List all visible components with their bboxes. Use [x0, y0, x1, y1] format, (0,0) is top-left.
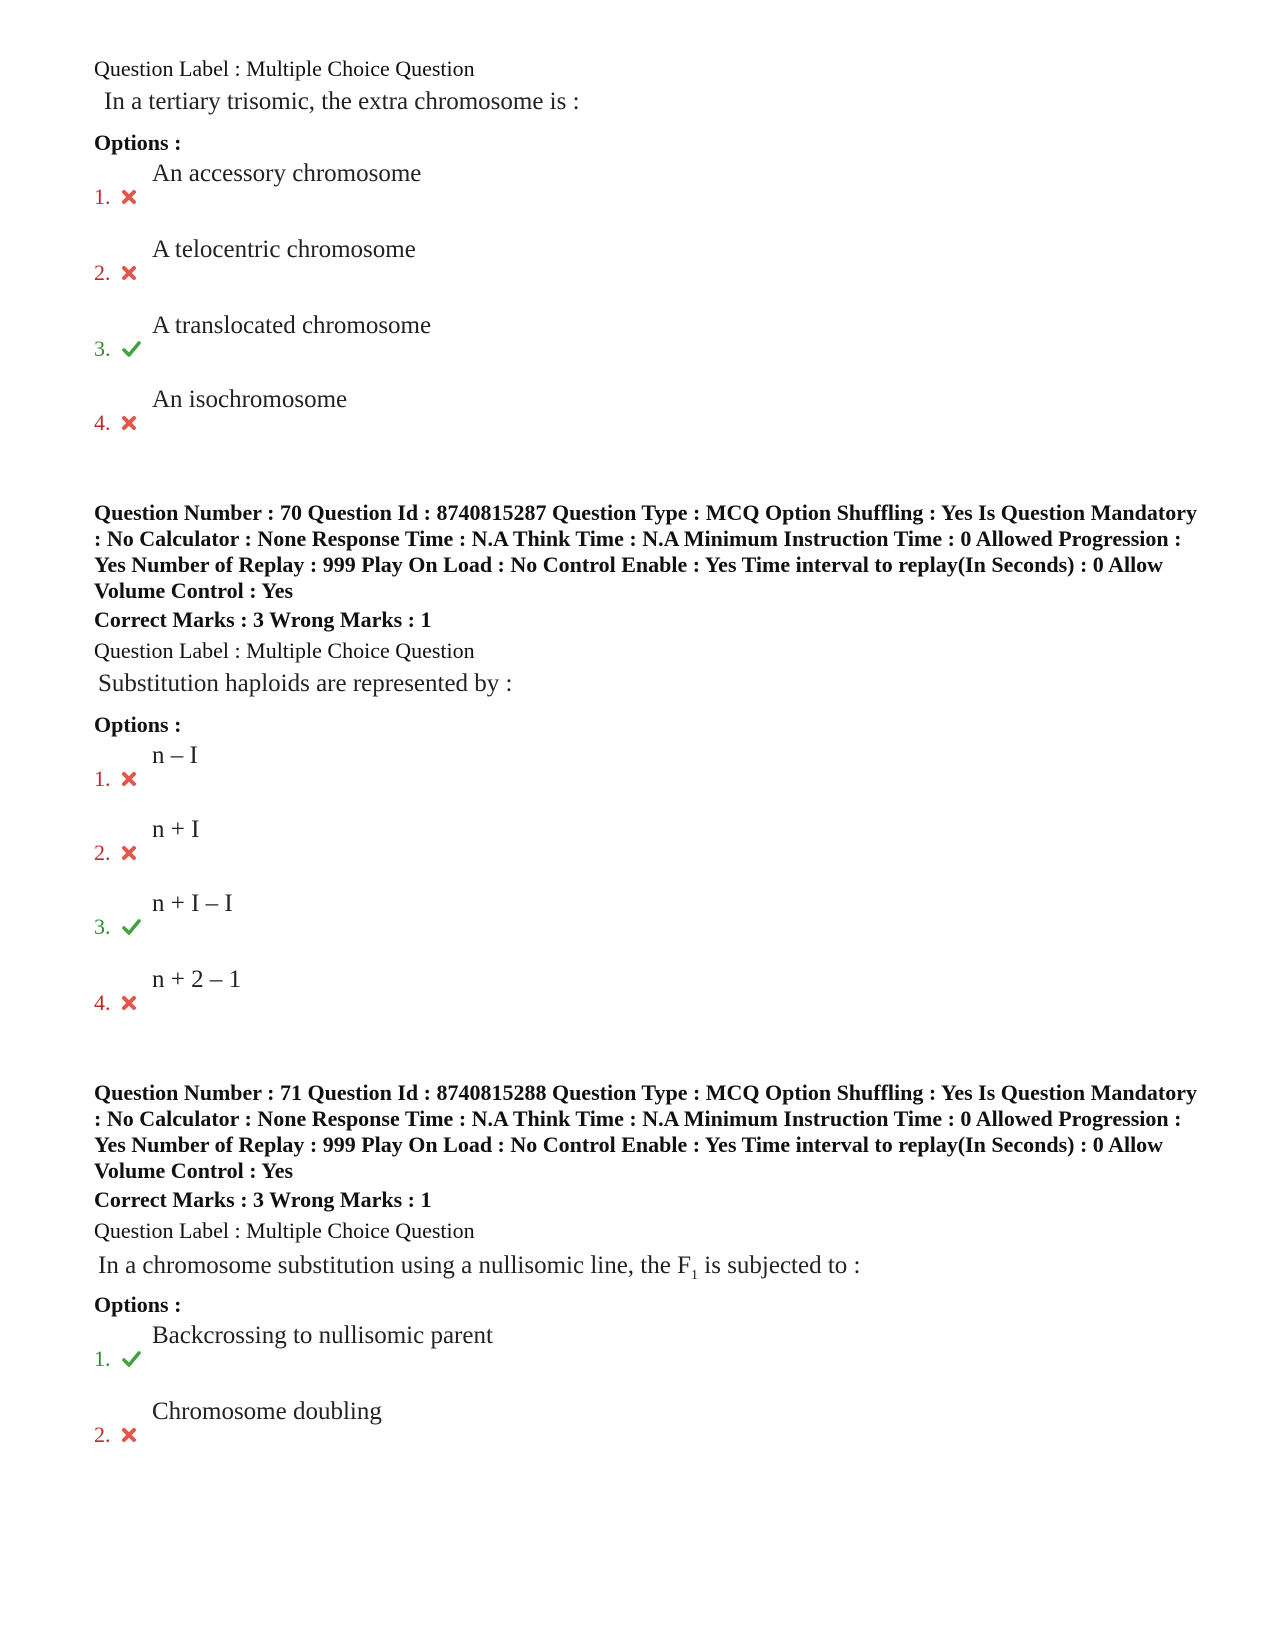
- subscript: 1: [691, 1268, 699, 1283]
- check-icon: [120, 340, 142, 358]
- options-title: Options :: [94, 712, 182, 737]
- question-text-part: is subjected to :: [698, 1252, 861, 1279]
- question-text: In a tertiary trisomic, the extra chromosome is :: [104, 88, 580, 115]
- option-number: 4.: [94, 990, 111, 1015]
- option-text: Chromosome doubling: [152, 1398, 382, 1425]
- check-icon: [120, 1350, 142, 1368]
- option-4: [94, 966, 794, 1016]
- option-number: 2.: [94, 260, 111, 285]
- question-text-part: In a chromosome substitution using a nullisomic line, the F: [98, 1252, 692, 1279]
- cross-icon: [120, 264, 138, 282]
- cross-icon: [120, 188, 138, 206]
- question-label: Question Label : Multiple Choice Question: [94, 638, 475, 663]
- question-label: Question Label : Multiple Choice Question: [94, 1218, 475, 1243]
- question-text: [98, 1252, 861, 1284]
- question-meta: Question Number : 71 Question Id : 8740815288 Question Type : MCQ Option Shuffling : Yes Is Question Mandatory : No Calculator : None Response Time : N.A Think Time : N.A Minimum Instruction Time : 0 Allowed Progression : Yes Number of Replay : 999 Play On Load : No Control Enable : Yes Time interval to replay(In Seconds) : 0 Allow Volume Control : Yes: [94, 1080, 1197, 1183]
- option-1: [94, 160, 794, 210]
- option-number: 1.: [94, 766, 111, 791]
- option-text: n + I: [152, 816, 200, 843]
- option-number: 3.: [94, 336, 111, 361]
- option-text: A telocentric chromosome: [152, 236, 416, 263]
- options-title: Options :: [94, 1292, 182, 1317]
- option-3: [94, 312, 794, 362]
- cross-icon: [120, 994, 138, 1012]
- option-text: Backcrossing to nullisomic parent: [152, 1322, 493, 1349]
- option-number: 3.: [94, 914, 111, 939]
- cross-icon: [120, 770, 138, 788]
- option-number: 1.: [94, 1346, 111, 1371]
- question-label: Question Label : Multiple Choice Question: [94, 56, 475, 81]
- option-number: 1.: [94, 184, 111, 209]
- question-meta: Question Number : 70 Question Id : 8740815287 Question Type : MCQ Option Shuffling : Yes Is Question Mandatory : No Calculator : None Response Time : N.A Think Time : N.A Minimum Instruction Time : 0 Allowed Progression : Yes Number of Replay : 999 Play On Load : No Control Enable : Yes Time interval to replay(In Seconds) : 0 Allow Volume Control : Yes: [94, 500, 1197, 603]
- option-1: [94, 742, 794, 792]
- option-number: 2.: [94, 840, 111, 865]
- check-icon: [120, 918, 142, 936]
- option-number: 2.: [94, 1422, 111, 1447]
- cross-icon: [120, 1426, 138, 1444]
- option-number: 4.: [94, 410, 111, 435]
- options-title: Options :: [94, 130, 182, 155]
- question-marks: Correct Marks : 3 Wrong Marks : 1: [94, 1187, 432, 1212]
- option-1: [94, 1322, 794, 1372]
- option-text: n + 2 – 1: [152, 966, 242, 993]
- option-text: A translocated chromosome: [152, 312, 432, 339]
- option-3: [94, 890, 794, 940]
- option-text: An isochromosome: [152, 386, 348, 413]
- cross-icon: [120, 414, 138, 432]
- cross-icon: [120, 844, 138, 862]
- option-text: n – I: [152, 742, 198, 769]
- question-marks: Correct Marks : 3 Wrong Marks : 1: [94, 607, 432, 632]
- option-2: [94, 236, 794, 286]
- option-text: n + I – I: [152, 890, 233, 917]
- option-2: [94, 1398, 794, 1448]
- option-4: [94, 386, 794, 436]
- option-text: An accessory chromosome: [152, 160, 422, 187]
- option-2: [94, 816, 794, 866]
- question-text: Substitution haploids are represented by :: [98, 670, 513, 697]
